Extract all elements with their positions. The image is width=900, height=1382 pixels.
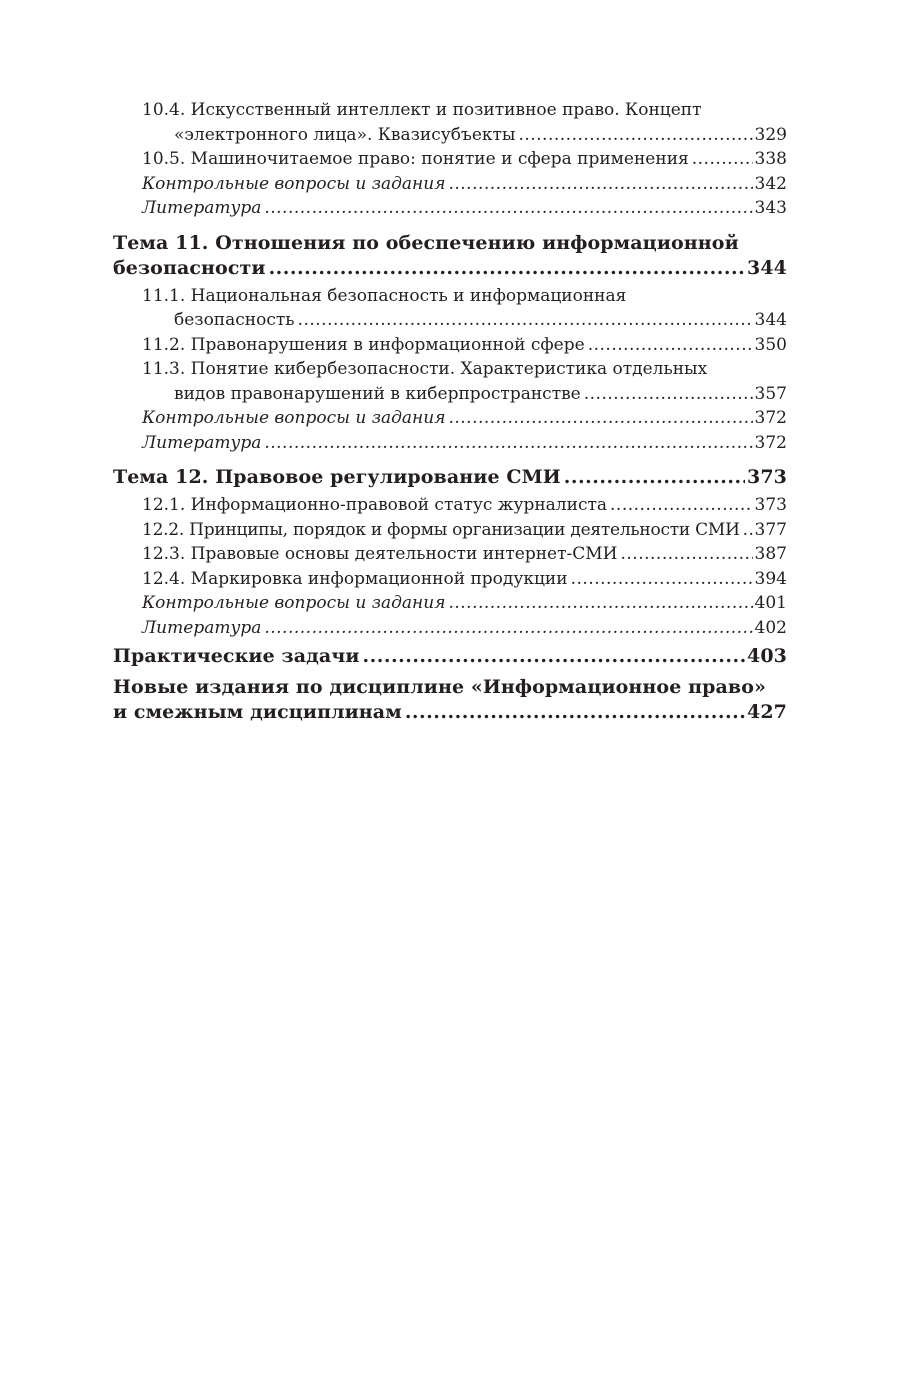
toc-entry-title: 10.4. Искусственный интеллект и позитивное право. Концепт xyxy=(142,100,702,120)
toc-page-number: 372 xyxy=(754,432,787,453)
toc-page-number: 373 xyxy=(747,466,787,488)
toc-topic-title: Тема 11. Отношения по обеспечению информационной xyxy=(113,231,739,254)
toc-entry-12-2[interactable] xyxy=(113,518,787,543)
toc-entry-literature-12[interactable] xyxy=(113,616,787,641)
toc-entry-questions-10[interactable] xyxy=(113,172,787,197)
table-of-contents xyxy=(113,98,787,725)
toc-entry-title: Литература xyxy=(142,432,262,453)
toc-page-number: 338 xyxy=(754,149,787,169)
leader-dots xyxy=(448,591,752,616)
toc-page-number: 372 xyxy=(754,408,787,428)
toc-entry-title: 12.4. Маркировка информационной продукции xyxy=(142,568,568,589)
leader-dots xyxy=(571,567,753,592)
toc-entry-12-4[interactable] xyxy=(113,567,787,592)
toc-page-number: 344 xyxy=(747,256,787,279)
leader-dots xyxy=(264,616,752,641)
toc-page-number: 377 xyxy=(754,519,787,540)
toc-entry-title: Контрольные вопросы и задания xyxy=(142,173,446,194)
toc-entry-title: 11.3. Понятие кибербезопасности. Характеристика отдельных xyxy=(142,359,708,379)
toc-entry-title-cont: видов правонарушений в киберпространстве xyxy=(174,383,581,404)
toc-page-number: 373 xyxy=(754,495,787,515)
leader-dots xyxy=(363,644,746,669)
toc-entry-11-3[interactable] xyxy=(113,357,787,406)
toc-topic-title-cont: безопасности xyxy=(113,256,266,279)
leader-dots xyxy=(264,431,752,456)
toc-entry-title: 12.2. Принципы, порядок и формы организации деятельности СМИ xyxy=(142,519,740,540)
toc-entry-title-cont: безопасность xyxy=(174,310,295,330)
leader-dots xyxy=(405,700,745,725)
toc-entry-title: 11.1. Национальная безопасность и информационная xyxy=(142,285,627,306)
toc-entry-title: 12.1. Информационно-правовой статус журналиста xyxy=(142,495,608,515)
toc-entry-title: Литература xyxy=(142,617,262,638)
toc-entry-title: 10.5. Машиночитаемое право: понятие и сфера применения xyxy=(142,149,689,169)
toc-entry-title: Контрольные вопросы и задания xyxy=(142,408,446,428)
toc-entry-11-2[interactable] xyxy=(113,333,787,358)
toc-topic-12[interactable] xyxy=(113,465,787,490)
toc-page-number: 401 xyxy=(754,593,787,613)
toc-entry-title: 11.2. Правонарушения в информационной сфере xyxy=(142,334,585,355)
leader-dots xyxy=(621,542,753,567)
toc-entry-title: Контрольные вопросы и задания xyxy=(142,593,446,613)
toc-entry-literature-10[interactable] xyxy=(113,196,787,221)
leader-dots xyxy=(610,493,753,518)
toc-page-number: 344 xyxy=(754,310,787,330)
toc-entry-questions-12[interactable] xyxy=(113,591,787,616)
toc-entry-title-cont: «электронного лица». Квазисубъекты xyxy=(174,124,516,145)
toc-page-number: 427 xyxy=(747,701,787,723)
toc-topic-title: Практические задачи xyxy=(113,645,360,667)
toc-entry-11-1[interactable] xyxy=(113,284,787,333)
toc-topic-title: Новые издания по дисциплине «Информационное право» xyxy=(113,676,766,698)
toc-topic-title-cont: и смежным дисциплинам xyxy=(113,701,402,723)
toc-page-number: 402 xyxy=(754,617,787,638)
toc-entry-10-4[interactable] xyxy=(113,98,787,147)
toc-entry-10-5[interactable] xyxy=(113,147,787,172)
toc-page-number: 350 xyxy=(754,334,787,355)
leader-dots xyxy=(564,465,745,490)
leader-dots xyxy=(264,196,752,221)
toc-entry-12-3[interactable] xyxy=(113,542,787,567)
leader-dots xyxy=(269,256,745,281)
toc-page-number: 342 xyxy=(754,173,787,194)
toc-entry-12-1[interactable] xyxy=(113,493,787,518)
toc-page-number: 357 xyxy=(754,383,787,404)
leader-dots xyxy=(298,308,753,333)
toc-topic-11[interactable] xyxy=(113,231,787,281)
toc-entry-questions-11[interactable] xyxy=(113,406,787,431)
toc-page-number: 394 xyxy=(754,568,787,589)
toc-page-number: 387 xyxy=(754,544,787,564)
leader-dots xyxy=(692,147,753,172)
toc-topic-title: Тема 12. Правовое регулирование СМИ xyxy=(113,466,561,488)
toc-entry-title: 12.3. Правовые основы деятельности интернет-СМИ xyxy=(142,544,618,564)
toc-topic-practical-tasks[interactable] xyxy=(113,644,787,669)
leader-dots xyxy=(518,123,752,148)
leader-dots xyxy=(588,333,753,358)
toc-page-number: 343 xyxy=(754,198,787,218)
leader-dots xyxy=(448,172,752,197)
toc-page-number: 403 xyxy=(747,645,787,667)
leader-dots xyxy=(743,518,753,543)
leader-dots xyxy=(448,406,752,431)
leader-dots xyxy=(584,382,753,407)
toc-topic-new-editions[interactable] xyxy=(113,675,787,725)
toc-entry-title: Литература xyxy=(142,198,262,218)
toc-entry-literature-11[interactable] xyxy=(113,431,787,456)
toc-page-number: 329 xyxy=(754,124,787,145)
